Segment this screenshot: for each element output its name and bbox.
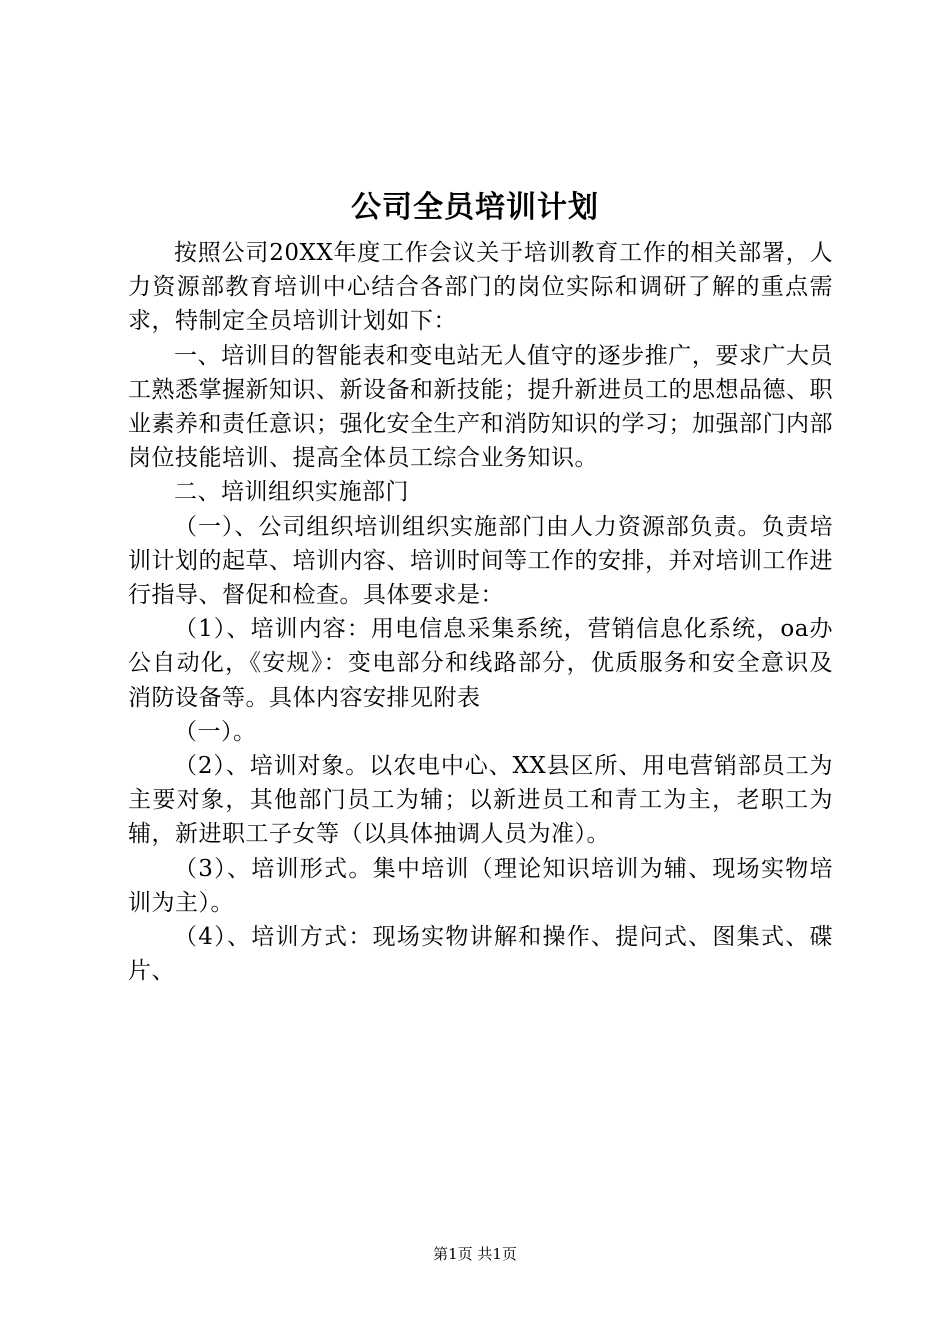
document-title: 公司全员培训计划 (351, 190, 599, 225)
paragraph-format: （3）、培训形式。集中培训（理论知识培训为辅、现场实物培训为主）。 (128, 855, 833, 916)
document-body (128, 236, 833, 988)
paragraph-audience: （2）、培训对象。以农电中心、XX县区所、用电营销部员工为主要对象，其他部门员工为辅；以新进员工和青工为主，老职工为辅，新进职工子女等（以具体抽调人员为准）。 (128, 753, 833, 848)
paragraph-content: （1）、培训内容：用电信息采集系统，营销信息化系统，oa办公自动化，《安规》：变电部分和线路部分，优质服务和安全意识及消防设备等。具体内容安排见附表 (128, 616, 833, 711)
paragraph-method: （4）、培训方式：现场实物讲解和操作、提问式、图集式、碟片、 (128, 924, 833, 985)
paragraph-appendix-ref: （一）。 (174, 718, 257, 745)
paragraph-purpose: 一、培训目的智能表和变电站无人值守的逐步推广，要求广大员工熟悉掌握新知识、新设备和新技能；提升新进员工的思想品德、职业素养和责任意识；强化安全生产和消防知识的学习；加强部门内部岗位技能培训、提高全体员工综合业务知识。 (128, 342, 833, 472)
paragraph-intro: 按照公司20XX年度工作会议关于培训教育工作的相关部署，人力资源部教育培训中心结合各部门的岗位实际和调研了解的重点需求，特制定全员培训计划如下： (128, 240, 833, 335)
paragraph-organization: （一）、公司组织培训组织实施部门由人力资源部负责。负责培训计划的起草、培训内容、培训时间等工作的安排，并对培训工作进行指导、督促和检查。具体要求是： (128, 513, 833, 609)
paragraph-section-heading: 二、培训组织实施部门 (174, 479, 409, 506)
page-footer: 第1页 共1页 (433, 1245, 517, 1263)
